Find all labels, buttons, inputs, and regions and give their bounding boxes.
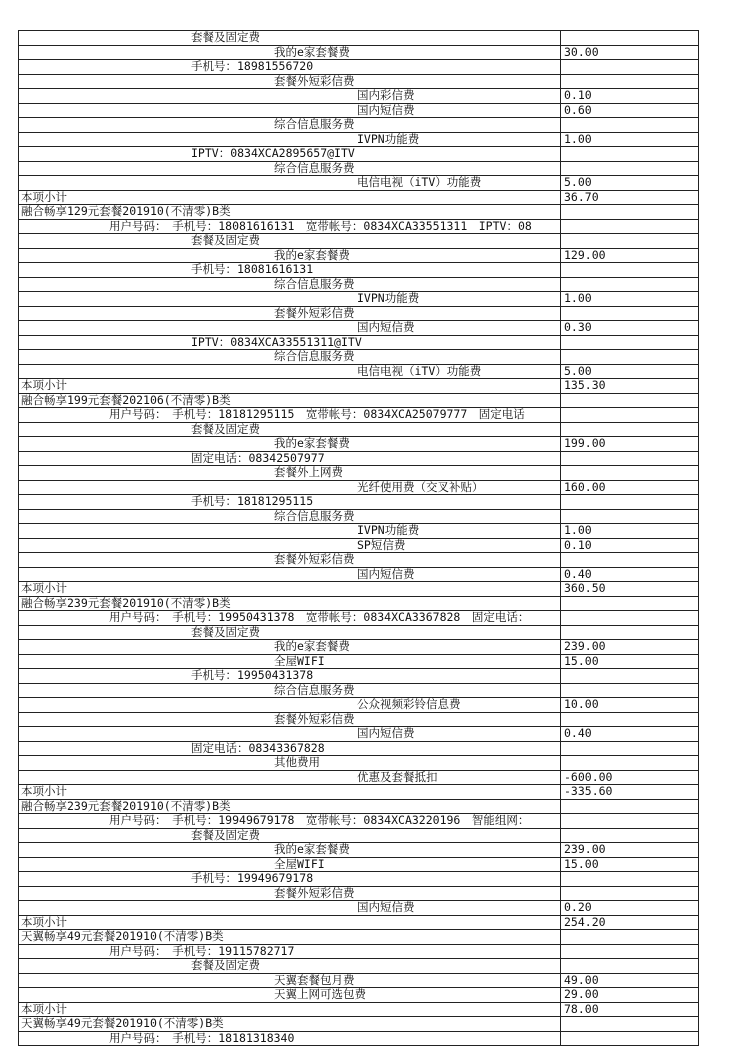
row-label: 本项小计 [19,191,558,205]
row-label: 综合信息服务费 [19,350,558,364]
row-label: 我的e家套餐费 [19,46,558,60]
row-label: 天翼畅享49元套餐201910(不清零)B类 [19,930,558,944]
table-row [19,1017,698,1032]
table-row [19,930,698,945]
row-amount [560,408,698,422]
row-label: 手机号：19950431378 [19,669,558,683]
table-row [19,147,698,162]
row-label: 国内短信费 [19,727,558,741]
table-row [19,307,698,322]
row-amount [560,147,698,161]
row-amount: 1.00 [560,292,698,306]
row-label: 套餐外短彩信费 [19,553,558,567]
table-row [19,481,698,496]
row-label: 套餐外短彩信费 [19,307,558,321]
table-row [19,350,698,365]
row-label: IPTV：0834XCA33551311@ITV [19,336,558,350]
row-amount [560,669,698,683]
row-amount [560,930,698,944]
table-row [19,742,698,757]
table-row [19,568,698,583]
row-label: 固定电话：08343367828 [19,742,558,756]
row-amount: 15.00 [560,655,698,669]
table-row [19,321,698,336]
table-row [19,263,698,278]
table-row [19,379,698,394]
table-row [19,205,698,220]
row-amount: 0.40 [560,727,698,741]
row-label: 用户号码： 手机号：18181318340 [19,1032,558,1046]
row-amount [560,205,698,219]
row-label: 电信电视（iTV）功能费 [19,365,558,379]
row-label: 套餐外短彩信费 [19,75,558,89]
table-row [19,756,698,771]
row-amount: 0.20 [560,901,698,915]
table-row [19,46,698,61]
row-label: 天翼套餐包月费 [19,974,558,988]
table-row [19,771,698,786]
row-amount [560,263,698,277]
table-row [19,524,698,539]
row-label: 光纤使用费（交叉补贴） [19,481,558,495]
row-label: 套餐外上网费 [19,466,558,480]
row-amount: 360.50 [560,582,698,596]
row-label: 用户号码： 手机号：19115782717 [19,945,558,959]
row-label: 综合信息服务费 [19,278,558,292]
table-row [19,655,698,670]
row-amount: -335.60 [560,785,698,799]
row-amount: 1.00 [560,524,698,538]
row-amount [560,597,698,611]
table-row [19,191,698,206]
table-row [19,336,698,351]
table-row [19,292,698,307]
table-row [19,30,698,46]
row-amount [560,553,698,567]
row-label: 全屋WIFI [19,655,558,669]
row-label: 融合畅享239元套餐201910(不清零)B类 [19,597,558,611]
row-amount [560,75,698,89]
table-row [19,278,698,293]
row-label: 本项小计 [19,582,558,596]
row-amount: 29.00 [560,988,698,1002]
row-amount [560,756,698,770]
row-amount: 10.00 [560,698,698,712]
table-row [19,988,698,1003]
table-row [19,698,698,713]
row-amount: 36.70 [560,191,698,205]
row-label: SP短信费 [19,539,558,553]
row-amount [560,350,698,364]
row-label: 本项小计 [19,916,558,930]
row-label: 国内短信费 [19,568,558,582]
table-row [19,495,698,510]
row-label: 套餐外短彩信费 [19,713,558,727]
table-row [19,901,698,916]
row-amount [560,60,698,74]
row-amount [560,742,698,756]
row-amount [560,814,698,828]
table-row [19,89,698,104]
row-amount: 30.00 [560,46,698,60]
row-amount: 0.30 [560,321,698,335]
row-amount [560,1017,698,1031]
table-row [19,1003,698,1018]
row-label: 用户号码： 手机号：19950431378 宽带帐号：0834XCA3367828 固定电话： [19,611,558,625]
row-amount: 239.00 [560,843,698,857]
row-amount [560,626,698,640]
row-label: 用户号码： 手机号：18181295115 宽带帐号：0834XCA25079777 固定电话 [19,408,558,422]
table-row [19,829,698,844]
table-row [19,785,698,800]
row-label: 天翼上网可选包费 [19,988,558,1002]
row-label: 综合信息服务费 [19,162,558,176]
table-row [19,684,698,699]
table-row [19,510,698,525]
row-label: 手机号：19949679178 [19,872,558,886]
table-row [19,249,698,264]
row-amount [560,466,698,480]
row-label: 综合信息服务费 [19,118,558,132]
table-row [19,611,698,626]
row-label: 融合畅享199元套餐202106(不清零)B类 [19,394,558,408]
table-row [19,176,698,191]
table-row [19,220,698,235]
row-label: 公众视频彩铃信息费 [19,698,558,712]
table-row [19,582,698,597]
table-row [19,727,698,742]
table-row [19,887,698,902]
table-row [19,872,698,887]
row-amount: 160.00 [560,481,698,495]
row-label: 手机号：18181295115 [19,495,558,509]
row-amount: 49.00 [560,974,698,988]
row-label: 用户号码： 手机号：19949679178 宽带帐号：0834XCA3220196 智能组网： [19,814,558,828]
row-amount [560,959,698,973]
row-label: 本项小计 [19,1003,558,1017]
row-label: IVPN功能费 [19,524,558,538]
row-amount: 78.00 [560,1003,698,1017]
row-amount [560,307,698,321]
row-label: 手机号：18981556720 [19,60,558,74]
row-label: IPTV：0834XCA2895657@ITV [19,147,558,161]
row-amount: 129.00 [560,249,698,263]
row-amount: 15.00 [560,858,698,872]
row-amount [560,713,698,727]
row-amount: 1.00 [560,133,698,147]
row-label: 优惠及套餐抵扣 [19,771,558,785]
row-amount: 0.60 [560,104,698,118]
row-label: 天翼畅享49元套餐201910(不清零)B类 [19,1017,558,1031]
table-row [19,75,698,90]
table-row [19,394,698,409]
table-row [19,916,698,931]
table-row [19,133,698,148]
table-row [19,800,698,815]
row-amount: 0.40 [560,568,698,582]
row-label: 套餐及固定费 [19,829,558,843]
row-amount [560,829,698,843]
row-amount [560,394,698,408]
table-row [19,858,698,873]
row-label: 套餐及固定费 [19,626,558,640]
row-label: 我的e家套餐费 [19,249,558,263]
table-row [19,945,698,960]
row-amount [560,278,698,292]
table-row [19,437,698,452]
row-label: 固定电话：08342507977 [19,452,558,466]
row-label: 套餐及固定费 [19,959,558,973]
row-label: 全屋WIFI [19,858,558,872]
table-row [19,959,698,974]
row-amount: 0.10 [560,89,698,103]
row-label: 本项小计 [19,379,558,393]
table-row [19,162,698,177]
row-label: 融合畅享129元套餐201910(不清零)B类 [19,205,558,219]
row-amount [560,336,698,350]
row-label: 用户号码： 手机号：18081616131 宽带帐号：0834XCA33551311 IPTV：08 [19,220,558,234]
table-row [19,539,698,554]
row-amount [560,887,698,901]
row-label: 套餐外短彩信费 [19,887,558,901]
row-label: 融合畅享239元套餐201910(不清零)B类 [19,800,558,814]
row-amount [560,945,698,959]
row-label: 国内短信费 [19,901,558,915]
row-label: 套餐及固定费 [19,31,558,45]
table-row [19,60,698,75]
row-amount [560,162,698,176]
table-row [19,1032,698,1046]
row-amount [560,118,698,132]
row-label: 国内短信费 [19,104,558,118]
row-label: 我的e家套餐费 [19,437,558,451]
row-amount [560,452,698,466]
row-amount: 5.00 [560,365,698,379]
table-row [19,408,698,423]
row-label: IVPN功能费 [19,133,558,147]
table-row [19,843,698,858]
row-amount [560,423,698,437]
bill-detail-table [18,30,699,1046]
row-label: IVPN功能费 [19,292,558,306]
table-row [19,713,698,728]
row-label: 我的e家套餐费 [19,640,558,654]
table-row [19,423,698,438]
row-amount: 254.20 [560,916,698,930]
table-row [19,553,698,568]
row-amount: 135.30 [560,379,698,393]
row-amount [560,31,698,45]
table-row [19,234,698,249]
row-label: 国内短信费 [19,321,558,335]
row-label: 国内彩信费 [19,89,558,103]
table-row [19,466,698,481]
row-amount [560,872,698,886]
table-row [19,365,698,380]
row-label: 本项小计 [19,785,558,799]
table-row [19,118,698,133]
table-row [19,626,698,641]
table-row [19,597,698,612]
table-row [19,669,698,684]
row-amount [560,510,698,524]
row-amount: 5.00 [560,176,698,190]
row-amount [560,684,698,698]
table-row [19,104,698,119]
row-label: 我的e家套餐费 [19,843,558,857]
row-amount: 0.10 [560,539,698,553]
row-amount [560,234,698,248]
row-label: 综合信息服务费 [19,510,558,524]
row-label: 套餐及固定费 [19,234,558,248]
row-amount: 239.00 [560,640,698,654]
row-amount [560,611,698,625]
table-row [19,974,698,989]
row-amount [560,495,698,509]
row-amount: -600.00 [560,771,698,785]
row-label: 手机号：18081616131 [19,263,558,277]
row-label: 综合信息服务费 [19,684,558,698]
table-row [19,452,698,467]
row-label: 电信电视（iTV）功能费 [19,176,558,190]
row-amount [560,220,698,234]
row-amount [560,1032,698,1046]
row-label: 其他费用 [19,756,558,770]
table-row [19,814,698,829]
row-amount: 199.00 [560,437,698,451]
table-row [19,640,698,655]
row-label: 套餐及固定费 [19,423,558,437]
row-amount [560,800,698,814]
